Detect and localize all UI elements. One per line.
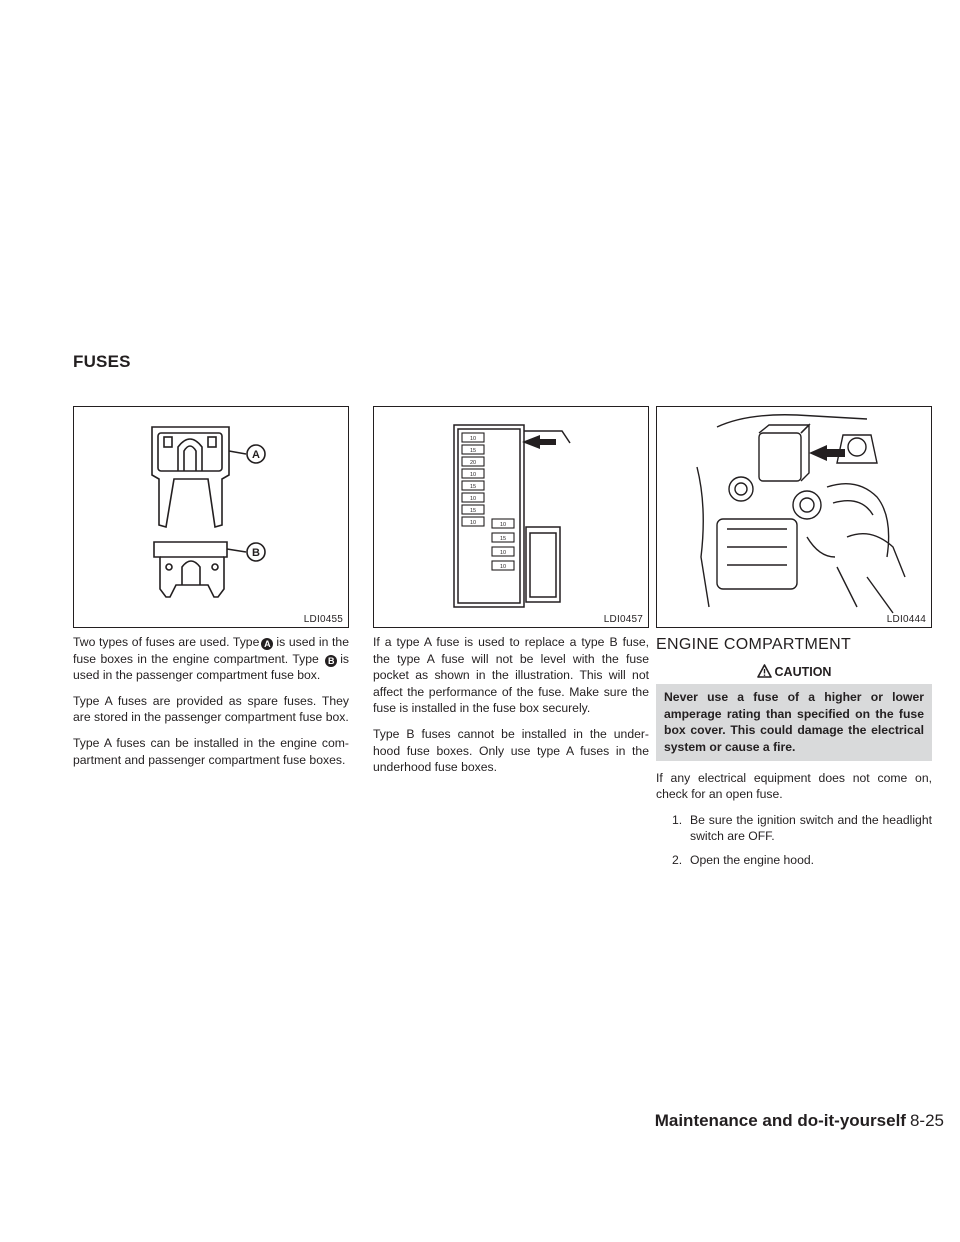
figure-fuse-types: [73, 406, 349, 628]
warning-icon: [757, 664, 772, 678]
fuse-label: 15: [499, 536, 507, 542]
fuse-label: 10: [499, 522, 507, 528]
section-title: FUSES: [73, 352, 131, 371]
figure-code: LDI0455: [303, 614, 343, 625]
fuse-label: 10: [469, 520, 477, 526]
callout-b: B: [252, 547, 260, 559]
fuse-label: 10: [469, 436, 477, 442]
step-item: 1. Be sure the ignition switch and the headlight switch are OFF.: [672, 812, 932, 844]
footer-section: Maintenance and do-it-yourself: [654, 1111, 906, 1130]
paragraph-install: Type A fuses can be installed in the engine com- partment and passenger compartment fuse boxes.: [73, 735, 349, 767]
paragraph-spare-fuses: Type A fuses are provided as spare fuses. They are stored in the passenger compartment fuse box.: [73, 693, 349, 725]
fuse-box-illustration: [374, 407, 648, 627]
page-footer: [655, 1111, 944, 1131]
arrow-icon: [809, 445, 845, 461]
fuse-label: 15: [469, 508, 477, 514]
fuse-label: 10: [499, 550, 507, 556]
fuse-label: 10: [469, 496, 477, 502]
figure-fuse-box: [373, 406, 649, 628]
paragraph-replace: If a type A fuse is used to replace a type B fuse, the type A fuse will not be level with the fuse pocket as shown in the illustration. This will not affect the performance of the fuse. Make sure the fuse is installed in the fuse box securely.: [373, 635, 649, 716]
page-number: 8-25: [909, 1111, 944, 1130]
callout-a: A: [252, 449, 260, 461]
fuse-types-illustration: [74, 407, 348, 627]
figure-code: LDI0444: [886, 614, 926, 625]
caution-box: Never use a fuse of a higher or lower amperage rating than specified on the fuse box cover. This could damage the electrical system or cause a fire.: [656, 684, 932, 760]
badge-a: A: [261, 638, 273, 650]
engine-compartment-heading: ENGINE COMPARTMENT: [656, 636, 852, 653]
arrow-icon: [522, 435, 556, 449]
caution-heading: CAUTION: [656, 664, 932, 681]
paragraph-open-fuse: If any electrical equipment does not come on, check for an open fuse.: [656, 770, 932, 802]
badge-b: B: [325, 655, 337, 667]
fuse-label: 15: [469, 448, 477, 454]
step-item: 2. Open the engine hood.: [672, 852, 815, 867]
fuse-label: 10: [499, 564, 507, 570]
fuse-label: 10: [469, 472, 477, 478]
paragraph-underhood: Type B fuses cannot be installed in the under- hood fuse boxes. Only use type A fuses in the underhood fuse boxes.: [373, 726, 649, 775]
fuse-label: 20: [469, 460, 477, 466]
figure-engine-compartment: [656, 406, 932, 628]
steps-list: [656, 812, 932, 869]
column-2: [373, 634, 649, 785]
column-1: [73, 634, 349, 777]
column-3: [656, 634, 932, 876]
figure-code: LDI0457: [603, 614, 643, 625]
fuse-label: 15: [469, 484, 477, 490]
engine-compartment-illustration: [657, 407, 931, 627]
paragraph-fuse-types: Two types of fuses are used. Type A is used in the fuse boxes in the engine compartment. Type B is used in the passenger compartment fuse box.: [73, 635, 350, 683]
